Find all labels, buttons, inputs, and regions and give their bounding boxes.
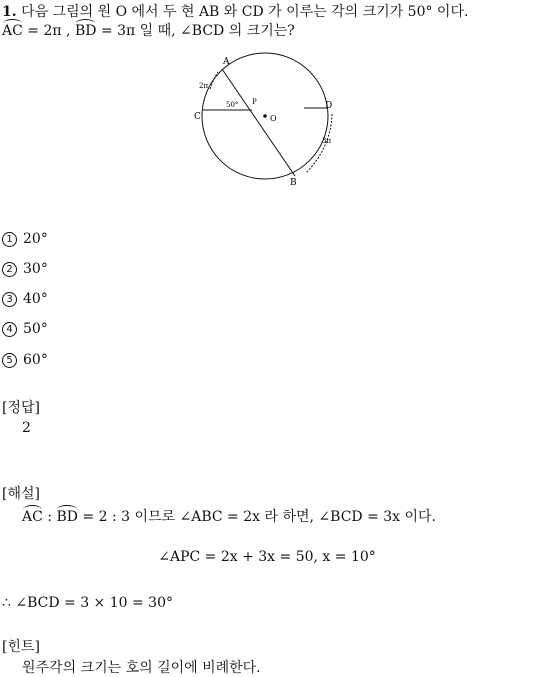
solution-equation: ∠APC = 2x + 3x = 50, x = 10° bbox=[158, 549, 376, 565]
center-point bbox=[263, 114, 267, 118]
choice-marker: 1 bbox=[2, 232, 17, 247]
choice-text: 40° bbox=[23, 291, 48, 307]
answer-value: 2 bbox=[22, 420, 31, 436]
choice-4[interactable] bbox=[2, 321, 48, 337]
answer-label: [정답] bbox=[2, 400, 40, 416]
solution-line-1 bbox=[22, 505, 436, 526]
solution-arc-ac: AC bbox=[22, 505, 43, 525]
choice-text: 50° bbox=[23, 321, 48, 337]
label-p: P bbox=[252, 98, 257, 106]
choice-marker: 3 bbox=[2, 292, 17, 307]
choice-text: 30° bbox=[23, 261, 48, 277]
choice-text: 60° bbox=[23, 352, 48, 368]
arc-ac-marker bbox=[210, 72, 218, 89]
choice-1[interactable] bbox=[2, 231, 48, 247]
solution-conclusion: ∴ ∠BCD = 3 × 10 = 30° bbox=[2, 595, 174, 611]
solution-line-1-rest: = 2 : 3 이므로 ∠ABC = 2x 라 하면, ∠BCD = 3x 이다. bbox=[82, 509, 437, 525]
hint-text: 원주각의 크기는 호의 길이에 비례한다. bbox=[22, 660, 261, 676]
choice-marker: 5 bbox=[2, 353, 17, 368]
solution-colon: : bbox=[47, 509, 52, 525]
circle-figure bbox=[190, 52, 350, 192]
label-d: D bbox=[325, 101, 333, 111]
hint-label: [힌트] bbox=[2, 639, 40, 655]
chord-ab bbox=[222, 69, 295, 176]
label-arc-ac: 2π bbox=[199, 82, 209, 90]
arc-bd-value: = 3π 일 때, ∠BCD 의 크기는? bbox=[100, 23, 295, 39]
question-number: 1. bbox=[2, 4, 17, 20]
arc-bd-label: BD bbox=[75, 19, 97, 39]
choice-2[interactable] bbox=[2, 261, 48, 277]
solution-label: [해설] bbox=[2, 486, 40, 502]
arc-ac-label: AC bbox=[2, 19, 23, 39]
question-line-2 bbox=[2, 19, 295, 40]
label-c: C bbox=[194, 112, 201, 122]
question-text: 다음 그림의 원 O 에서 두 현 AB 와 CD 가 이루는 각의 크기가 50° 이다. bbox=[21, 4, 469, 20]
choice-marker: 2 bbox=[2, 262, 17, 277]
choice-5[interactable] bbox=[2, 352, 48, 368]
choice-3[interactable] bbox=[2, 291, 48, 307]
choice-text: 20° bbox=[23, 231, 48, 247]
label-b: B bbox=[290, 178, 297, 188]
label-angle: 50° bbox=[226, 101, 239, 109]
label-arc-bd: 3π bbox=[322, 137, 332, 145]
arc-ac-value: = 2π , bbox=[27, 23, 71, 39]
label-a: A bbox=[223, 57, 230, 67]
solution-arc-bd: BD bbox=[56, 505, 78, 525]
question-line-1 bbox=[2, 1, 468, 21]
label-o: O bbox=[270, 114, 277, 123]
choice-marker: 4 bbox=[2, 322, 17, 337]
